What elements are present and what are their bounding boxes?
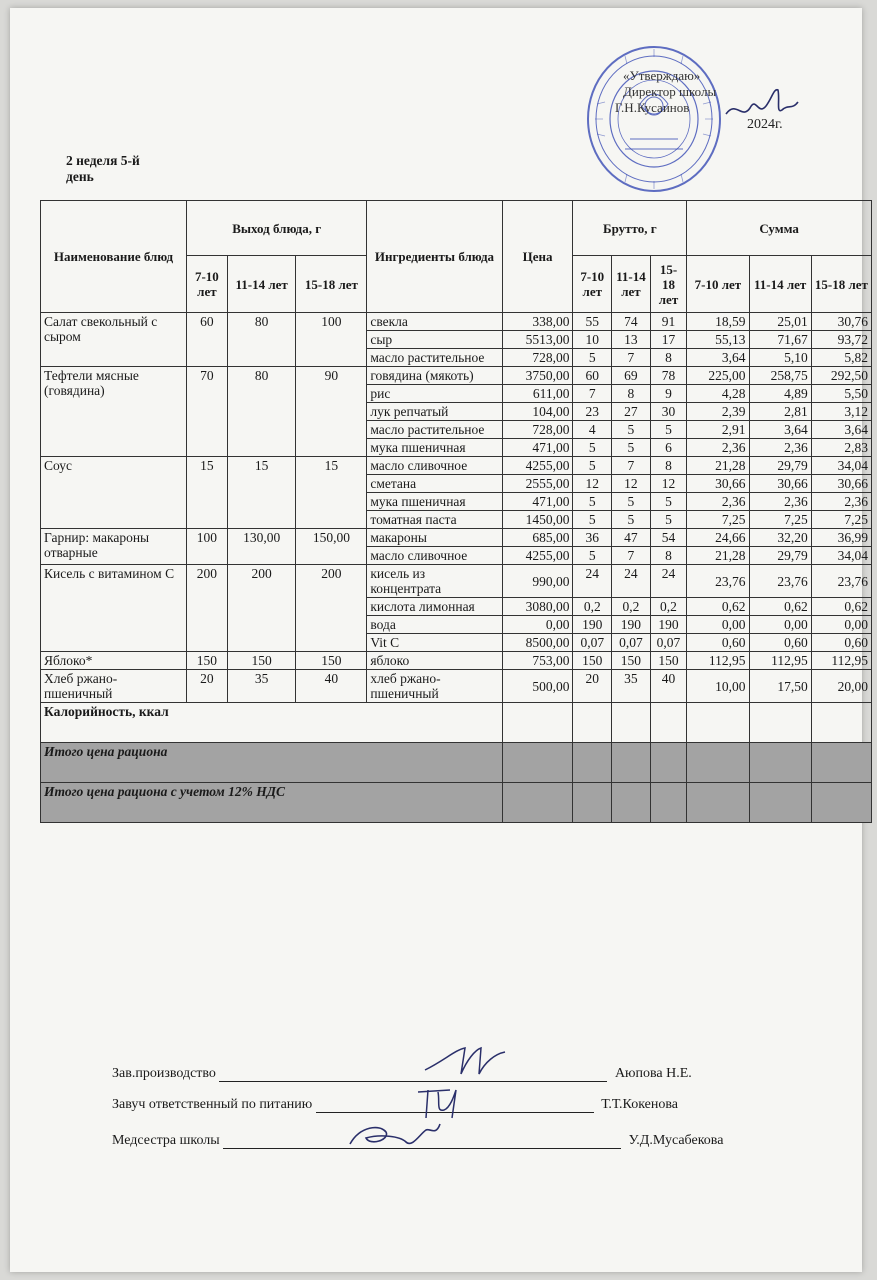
ingredient-price: 0,00: [502, 616, 573, 634]
table-row: [41, 457, 872, 475]
yield-age-7-10: 7-10 лет: [187, 256, 228, 313]
dish-name: Гарнир: макароны отварные: [41, 529, 187, 565]
dish-yield: 80: [227, 313, 296, 367]
signature-role: Завуч ответственный по питанию: [112, 1097, 313, 1112]
yield-age-15-18: 15-18 лет: [296, 256, 367, 313]
ingredient-price: 3750,00: [502, 367, 573, 385]
ingredient-gross: 9: [650, 385, 687, 403]
ingredient-sum: 0,60: [749, 634, 811, 652]
dish-yield: 70: [187, 367, 228, 457]
signature-person: Аюпова Н.Е.: [614, 1066, 692, 1081]
ingredient-sum: 3,64: [687, 349, 749, 367]
ingredient-sum: 0,00: [687, 616, 749, 634]
ingredient-gross: 8: [650, 349, 687, 367]
ingredient-price: 685,00: [502, 529, 573, 547]
ingredient-sum: 112,95: [687, 652, 749, 670]
total-vat-label: Итого цена рациона с учетом 12% НДС: [41, 783, 503, 823]
ingredient-sum: 21,28: [687, 547, 749, 565]
ingredient-name: сметана: [367, 475, 502, 493]
dish-yield: 15: [227, 457, 296, 529]
ingredient-name: томатная паста: [367, 511, 502, 529]
ingredient-sum: 0,00: [749, 616, 811, 634]
dish-yield: 80: [227, 367, 296, 457]
dish-name: Хлеб ржано-пшеничный: [41, 670, 187, 703]
ingredient-sum: 7,25: [687, 511, 749, 529]
menu-table: [40, 200, 872, 823]
ingredient-gross: 5: [573, 349, 612, 367]
ingredient-price: 611,00: [502, 385, 573, 403]
signature-person: Т.Т.Кокенова: [601, 1097, 678, 1112]
ingredient-price: 2555,00: [502, 475, 573, 493]
ingredient-sum: 258,75: [749, 367, 811, 385]
ingredient-gross: 74: [612, 313, 651, 331]
production-signature: [415, 1040, 525, 1080]
gross-age-7-10: 7-10 лет: [573, 256, 612, 313]
director-signature: [718, 80, 808, 128]
ingredient-name: масло сливочное: [367, 457, 502, 475]
ingredient-gross: 4: [573, 421, 612, 439]
ingredient-gross: 150: [612, 652, 651, 670]
ingredient-sum: 0,62: [811, 598, 871, 616]
ingredient-name: мука пшеничная: [367, 493, 502, 511]
signature-line-head-teacher: [112, 1097, 678, 1113]
dish-yield: 40: [296, 670, 367, 703]
approval-director-name: Г.Н.Кусаинов: [615, 100, 690, 115]
ingredient-gross: 0,2: [650, 598, 687, 616]
ingredient-sum: 30,66: [811, 475, 871, 493]
ingredient-gross: 24: [612, 565, 651, 598]
ingredient-price: 753,00: [502, 652, 573, 670]
col-ingredients-header: Ингредиенты блюда: [367, 201, 502, 313]
ingredient-price: 728,00: [502, 349, 573, 367]
ingredient-sum: 2,36: [687, 439, 749, 457]
ingredient-sum: 29,79: [749, 547, 811, 565]
ingredient-gross: 150: [573, 652, 612, 670]
dish-yield: 200: [187, 565, 228, 652]
ingredient-price: 1450,00: [502, 511, 573, 529]
ingredient-name: Vit C: [367, 634, 502, 652]
ingredient-price: 500,00: [502, 670, 573, 703]
col-dish-header: Наименование блюд: [41, 201, 187, 313]
sum-age-11-14: 11-14 лет: [749, 256, 811, 313]
nurse-signature: [340, 1116, 450, 1156]
ingredient-name: рис: [367, 385, 502, 403]
ingredient-name: кисель из концентрата: [367, 565, 502, 598]
gross-age-15-18: 15-18 лет: [650, 256, 687, 313]
dish-yield: 150: [296, 652, 367, 670]
dish-name: Тефтели мясные (говядина): [41, 367, 187, 457]
ingredient-gross: 5: [650, 421, 687, 439]
ingredient-gross: 27: [612, 403, 651, 421]
ingredient-sum: 71,67: [749, 331, 811, 349]
ingredient-sum: 5,10: [749, 349, 811, 367]
table-row: [41, 652, 872, 670]
ingredient-sum: 4,89: [749, 385, 811, 403]
ingredient-gross: 190: [612, 616, 651, 634]
ingredient-sum: 2,36: [749, 439, 811, 457]
ingredient-gross: 8: [650, 547, 687, 565]
dish-yield: 20: [187, 670, 228, 703]
ingredient-gross: 5: [612, 439, 651, 457]
dish-yield: 35: [227, 670, 296, 703]
ingredient-sum: 34,04: [811, 457, 871, 475]
ingredient-name: мука пшеничная: [367, 439, 502, 457]
dish-yield: 100: [296, 313, 367, 367]
col-gross-header: Брутто, г: [573, 201, 687, 256]
ingredient-gross: 30: [650, 403, 687, 421]
ingredient-gross: 36: [573, 529, 612, 547]
ingredient-name: вода: [367, 616, 502, 634]
ingredient-sum: 32,20: [749, 529, 811, 547]
dish-yield: 150: [227, 652, 296, 670]
ingredient-sum: 29,79: [749, 457, 811, 475]
ingredient-price: 338,00: [502, 313, 573, 331]
calories-row: [41, 703, 872, 743]
ingredient-sum: 30,66: [749, 475, 811, 493]
ingredient-sum: 2,36: [749, 493, 811, 511]
ingredient-gross: 5: [612, 421, 651, 439]
ingredient-sum: 2,39: [687, 403, 749, 421]
signature-role: Медсестра школы: [112, 1133, 220, 1148]
menu-body: [41, 313, 872, 703]
ingredient-name: говядина (мякоть): [367, 367, 502, 385]
col-price-header: Цена: [502, 201, 573, 313]
sum-age-15-18: 15-18 лет: [811, 256, 871, 313]
table-row: [41, 529, 872, 547]
signature-line-production: [112, 1066, 692, 1082]
ingredient-sum: 0,62: [749, 598, 811, 616]
ingredient-sum: 5,50: [811, 385, 871, 403]
total-label: Итого цена рациона: [41, 743, 503, 783]
ingredient-gross: 91: [650, 313, 687, 331]
ingredient-sum: 4,28: [687, 385, 749, 403]
ingredient-gross: 23: [573, 403, 612, 421]
ingredient-gross: 78: [650, 367, 687, 385]
ingredient-sum: 2,81: [749, 403, 811, 421]
total-row: [41, 743, 872, 783]
ingredient-sum: 10,00: [687, 670, 749, 703]
table-row: [41, 565, 872, 598]
dish-yield: 90: [296, 367, 367, 457]
ingredient-sum: 23,76: [687, 565, 749, 598]
table-row: [41, 313, 872, 331]
ingredient-name: яблоко: [367, 652, 502, 670]
ingredient-sum: 23,76: [749, 565, 811, 598]
ingredient-gross: 5: [612, 493, 651, 511]
ingredient-gross: 5: [612, 511, 651, 529]
ingredient-sum: 112,95: [749, 652, 811, 670]
day-label: 2 неделя 5-й день: [66, 153, 140, 184]
ingredient-gross: 190: [650, 616, 687, 634]
ingredient-price: 3080,00: [502, 598, 573, 616]
dish-name: Салат свекольный с сыром: [41, 313, 187, 367]
ingredient-sum: 0,60: [687, 634, 749, 652]
ingredient-sum: 2,91: [687, 421, 749, 439]
ingredient-name: кислота лимонная: [367, 598, 502, 616]
ingredient-name: макароны: [367, 529, 502, 547]
calories-label: Калорийность, ккал: [41, 703, 503, 743]
ingredient-name: масло растительное: [367, 349, 502, 367]
dish-yield: 60: [187, 313, 228, 367]
ingredient-sum: 23,76: [811, 565, 871, 598]
ingredient-gross: 12: [573, 475, 612, 493]
ingredient-gross: 6: [650, 439, 687, 457]
ingredient-gross: 7: [612, 457, 651, 475]
ingredient-name: масло сливочное: [367, 547, 502, 565]
ingredient-gross: 40: [650, 670, 687, 703]
ingredient-gross: 7: [612, 547, 651, 565]
ingredient-gross: 24: [573, 565, 612, 598]
dish-name: Соус: [41, 457, 187, 529]
ingredient-gross: 150: [650, 652, 687, 670]
ingredient-gross: 10: [573, 331, 612, 349]
ingredient-gross: 54: [650, 529, 687, 547]
ingredient-sum: 5,82: [811, 349, 871, 367]
ingredient-sum: 7,25: [811, 511, 871, 529]
dish-yield: 200: [227, 565, 296, 652]
ingredient-gross: 69: [612, 367, 651, 385]
ingredient-sum: 17,50: [749, 670, 811, 703]
gross-age-11-14: 11-14 лет: [612, 256, 651, 313]
ingredient-sum: 2,36: [811, 493, 871, 511]
ingredient-gross: 35: [612, 670, 651, 703]
ingredient-name: свекла: [367, 313, 502, 331]
ingredient-sum: 30,66: [687, 475, 749, 493]
ingredient-sum: 0,60: [811, 634, 871, 652]
ingredient-gross: 5: [573, 493, 612, 511]
ingredient-sum: 225,00: [687, 367, 749, 385]
dish-yield: 200: [296, 565, 367, 652]
dish-name: Кисель с витамином С: [41, 565, 187, 652]
yield-age-11-14: 11-14 лет: [227, 256, 296, 313]
dish-yield: 100: [187, 529, 228, 565]
ingredient-sum: 292,50: [811, 367, 871, 385]
ingredient-price: 5513,00: [502, 331, 573, 349]
dish-name: Яблоко*: [41, 652, 187, 670]
ingredient-sum: 30,76: [811, 313, 871, 331]
ingredient-gross: 0,07: [612, 634, 651, 652]
ingredient-sum: 21,28: [687, 457, 749, 475]
ingredient-gross: 13: [612, 331, 651, 349]
approval-date: 2024г.: [747, 117, 783, 132]
ingredient-gross: 17: [650, 331, 687, 349]
signature-person: У.Д.Мусабекова: [628, 1133, 724, 1148]
ingredient-gross: 7: [612, 349, 651, 367]
ingredient-sum: 3,64: [749, 421, 811, 439]
ingredient-sum: 55,13: [687, 331, 749, 349]
ingredient-gross: 5: [573, 511, 612, 529]
ingredient-name: сыр: [367, 331, 502, 349]
ingredient-gross: 20: [573, 670, 612, 703]
ingredient-sum: 24,66: [687, 529, 749, 547]
ingredient-price: 104,00: [502, 403, 573, 421]
col-sum-header: Сумма: [687, 201, 872, 256]
ingredient-sum: 7,25: [749, 511, 811, 529]
ingredient-gross: 47: [612, 529, 651, 547]
approval-position: Директор школы: [623, 84, 717, 99]
ingredient-gross: 12: [612, 475, 651, 493]
ingredient-sum: 2,83: [811, 439, 871, 457]
ingredient-sum: 112,95: [811, 652, 871, 670]
ingredient-gross: 5: [573, 439, 612, 457]
ingredient-gross: 24: [650, 565, 687, 598]
ingredient-gross: 60: [573, 367, 612, 385]
approval-title: «Утверждаю»: [623, 68, 701, 83]
ingredient-gross: 8: [650, 457, 687, 475]
ingredient-gross: 0,2: [573, 598, 612, 616]
dish-yield: 15: [187, 457, 228, 529]
ingredient-price: 728,00: [502, 421, 573, 439]
ingredient-name: лук репчатый: [367, 403, 502, 421]
ingredient-sum: 3,64: [811, 421, 871, 439]
table-row: [41, 670, 872, 703]
dish-yield: 15: [296, 457, 367, 529]
dish-yield: 150,00: [296, 529, 367, 565]
ingredient-price: 4255,00: [502, 547, 573, 565]
ingredient-sum: 18,59: [687, 313, 749, 331]
ingredient-gross: 8: [612, 385, 651, 403]
ingredient-price: 990,00: [502, 565, 573, 598]
ingredient-sum: 93,72: [811, 331, 871, 349]
ingredient-sum: 34,04: [811, 547, 871, 565]
total-vat-row: [41, 783, 872, 823]
dish-yield: 130,00: [227, 529, 296, 565]
ingredient-gross: 0,2: [612, 598, 651, 616]
signature-role: Зав.производство: [112, 1066, 216, 1081]
ingredient-sum: 36,99: [811, 529, 871, 547]
sum-age-7-10: 7-10 лет: [687, 256, 749, 313]
ingredient-price: 8500,00: [502, 634, 573, 652]
col-yield-header: Выход блюда, г: [187, 201, 367, 256]
ingredient-gross: 5: [650, 511, 687, 529]
ingredient-gross: 190: [573, 616, 612, 634]
ingredient-gross: 5: [573, 547, 612, 565]
ingredient-name: масло растительное: [367, 421, 502, 439]
ingredient-name: хлеб ржано-пшеничный: [367, 670, 502, 703]
ingredient-sum: 20,00: [811, 670, 871, 703]
ingredient-sum: 2,36: [687, 493, 749, 511]
ingredient-gross: 7: [573, 385, 612, 403]
ingredient-price: 4255,00: [502, 457, 573, 475]
ingredient-sum: 25,01: [749, 313, 811, 331]
ingredient-gross: 0,07: [573, 634, 612, 652]
ingredient-sum: 0,62: [687, 598, 749, 616]
ingredient-sum: 0,00: [811, 616, 871, 634]
ingredient-gross: 5: [573, 457, 612, 475]
ingredient-sum: 3,12: [811, 403, 871, 421]
ingredient-gross: 12: [650, 475, 687, 493]
ingredient-price: 471,00: [502, 439, 573, 457]
ingredient-gross: 0,07: [650, 634, 687, 652]
ingredient-gross: 55: [573, 313, 612, 331]
ingredient-gross: 5: [650, 493, 687, 511]
dish-yield: 150: [187, 652, 228, 670]
ingredient-price: 471,00: [502, 493, 573, 511]
table-row: [41, 367, 872, 385]
